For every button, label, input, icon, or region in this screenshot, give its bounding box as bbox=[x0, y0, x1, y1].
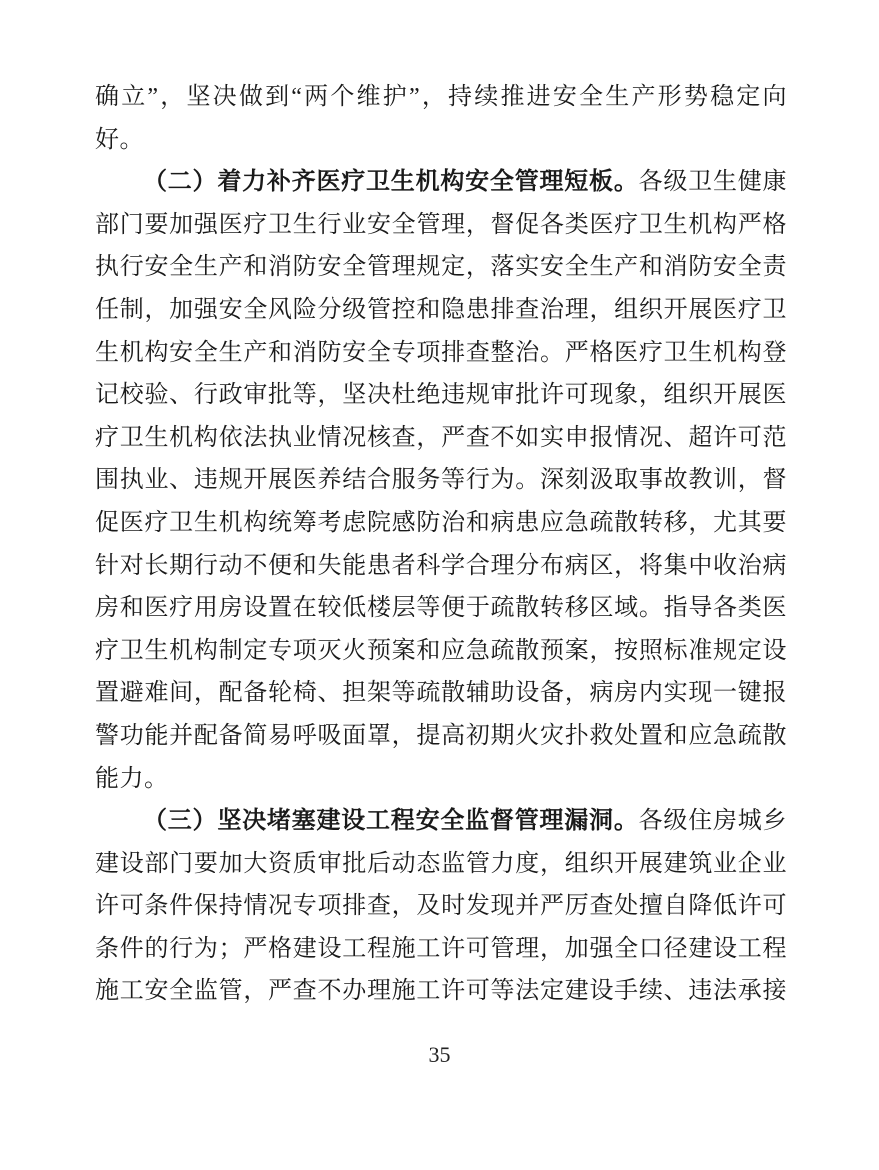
line-text: 部门要加强医疗卫生行业安全管理，督促各类医疗卫生机构严格 bbox=[95, 211, 787, 238]
line-text: 各级卫生健康 bbox=[638, 169, 788, 196]
text-line bbox=[95, 204, 787, 247]
text-line bbox=[95, 374, 787, 417]
text-line bbox=[95, 970, 787, 1013]
text-line bbox=[95, 119, 787, 162]
text-line bbox=[95, 672, 787, 715]
text-line bbox=[95, 332, 787, 375]
page-number: 35 bbox=[428, 1042, 451, 1067]
text-line bbox=[95, 885, 787, 928]
line-text: 疗卫生机构依法执业情况核查，严查不如实申报情况、超许可范 bbox=[95, 424, 787, 451]
text-line bbox=[95, 459, 787, 502]
line-text: 置避难间，配备轮椅、担架等疏散辅助设备，病房内实现一键报 bbox=[95, 680, 787, 707]
text-line bbox=[95, 758, 787, 801]
text-line bbox=[95, 843, 787, 886]
paragraph-heading-line bbox=[95, 800, 787, 843]
line-text: 执行安全生产和消防安全管理规定，落实安全生产和消防安全责 bbox=[95, 254, 787, 281]
line-text: 促医疗卫生机构统筹考虑院感防治和病患应急疏散转移，尤其要 bbox=[95, 509, 787, 536]
text-line bbox=[95, 630, 787, 673]
text-line bbox=[95, 246, 787, 289]
text-line bbox=[95, 545, 787, 588]
line-text: 疗卫生机构制定专项灭火预案和应急疏散预案，按照标准规定设 bbox=[95, 637, 787, 664]
line-text: 能力。 bbox=[95, 765, 169, 792]
line-text: 记校验、行政审批等，坚决杜绝违规审批许可现象，组织开展医 bbox=[95, 382, 787, 409]
text-line bbox=[95, 289, 787, 332]
line-text: 警功能并配备简易呼吸面罩，提高初期火灾扑救处置和应急疏散 bbox=[95, 722, 787, 749]
line-text: 各级住房城乡 bbox=[638, 808, 788, 835]
text-line bbox=[95, 417, 787, 460]
section-heading: （二）着力补齐医疗卫生机构安全管理短板。 bbox=[143, 169, 639, 196]
line-text: 生机构安全生产和消防安全专项排查整治。严格医疗卫生机构登 bbox=[95, 339, 787, 366]
line-text: 确立”，坚决做到“两个维护”，持续推进安全生产形势稳定向 bbox=[95, 84, 787, 110]
line-text: 房和医疗用房设置在较低楼层等便于疏散转移区域。指导各类医 bbox=[95, 595, 787, 622]
line-text: 任制，加强安全风险分级管控和隐患排查治理，组织开展医疗卫 bbox=[95, 296, 787, 323]
line-text: 建设部门要加大资质审批后动态监管力度，组织开展建筑业企业 bbox=[95, 850, 787, 877]
line-text: 围执业、违规开展医养结合服务等行为。深刻汲取事故教训，督 bbox=[95, 467, 787, 494]
text-line bbox=[95, 502, 787, 545]
text-line bbox=[95, 76, 787, 119]
line-text: 好。 bbox=[95, 126, 144, 153]
page-body bbox=[95, 76, 787, 1013]
text-line bbox=[95, 587, 787, 630]
text-line bbox=[95, 715, 787, 758]
line-text: 条件的行为；严格建设工程施工许可管理，加强全口径建设工程 bbox=[95, 935, 787, 962]
section-heading: （三）坚决堵塞建设工程安全监督管理漏洞。 bbox=[143, 808, 639, 835]
text-line bbox=[95, 928, 787, 971]
line-text: 许可条件保持情况专项排查，及时发现并严厉查处擅自降低许可 bbox=[95, 893, 787, 920]
line-text: 施工安全监管，严查不办理施工许可等法定建设手续、违法承接 bbox=[95, 978, 787, 1005]
paragraph-heading-line bbox=[95, 161, 787, 204]
line-text: 针对长期行动不便和失能患者科学合理分布病区，将集中收治病 bbox=[95, 552, 787, 579]
